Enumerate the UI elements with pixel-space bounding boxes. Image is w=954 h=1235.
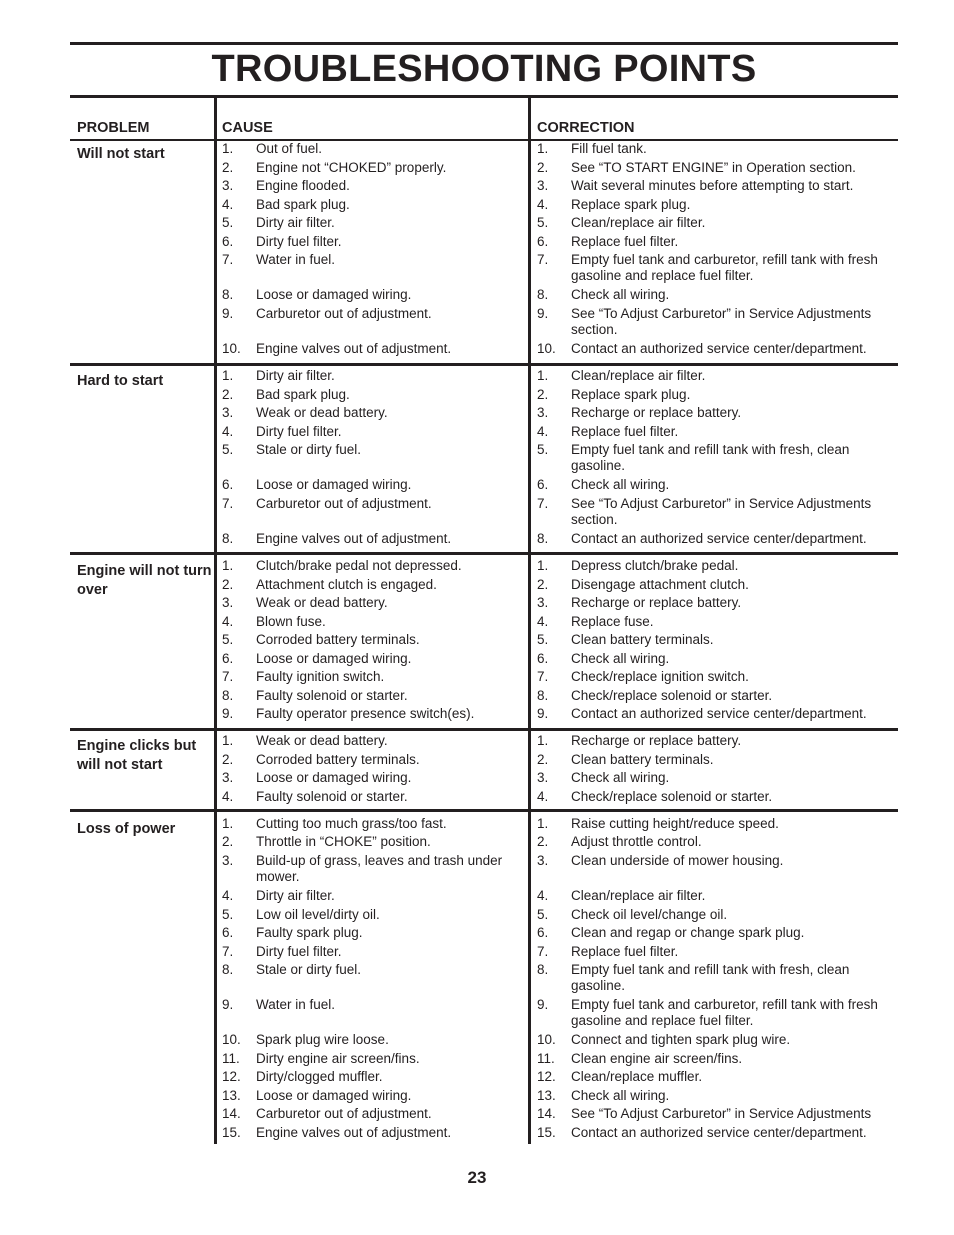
- item-text: See “To Adjust Carburetor” in Service Adjustments section.: [571, 306, 872, 337]
- item-text: Replace fuel filter.: [571, 944, 679, 959]
- item-number: 9.: [222, 306, 234, 321]
- item-number: 4.: [222, 789, 234, 804]
- item-text: Empty fuel tank and carburetor, refill tank with fresh gasoline and replace fuel filter.: [571, 252, 878, 283]
- item-number: 8.: [222, 531, 234, 546]
- item-number: 7.: [222, 496, 234, 511]
- item-number: 2.: [537, 752, 549, 767]
- item-text: Build-up of grass, leaves and trash under mower.: [256, 853, 503, 884]
- item-text: Faulty solenoid or starter.: [256, 688, 408, 703]
- item-number: 10.: [537, 341, 556, 356]
- item-number: 8.: [537, 688, 549, 703]
- top-rule: [70, 42, 898, 45]
- item-number: 12.: [222, 1069, 241, 1084]
- item-text: Clean battery terminals.: [571, 752, 714, 767]
- item-number: 1.: [537, 141, 549, 156]
- item-number: 5.: [222, 442, 234, 457]
- item-number: 13.: [537, 1088, 556, 1103]
- item-number: 1.: [222, 558, 234, 573]
- item-number: 1.: [222, 816, 234, 831]
- item-number: 10.: [222, 1032, 241, 1047]
- item-text: Carburetor out of adjustment.: [256, 306, 432, 321]
- item-number: 11.: [537, 1051, 555, 1066]
- item-text: Spark plug wire loose.: [256, 1032, 389, 1047]
- item-number: 15.: [222, 1125, 241, 1140]
- item-text: Faulty operator presence switch(es).: [256, 706, 475, 721]
- item-number: 1.: [222, 368, 234, 383]
- item-text: Carburetor out of adjustment.: [256, 1106, 432, 1121]
- item-number: 9.: [537, 997, 549, 1012]
- item-text: Faulty spark plug.: [256, 925, 363, 940]
- item-text: Clean/replace air filter.: [571, 888, 706, 903]
- item-number: 2.: [537, 834, 549, 849]
- item-text: Stale or dirty fuel.: [256, 962, 362, 977]
- item-text: Loose or damaged wiring.: [256, 651, 412, 666]
- item-text: Weak or dead battery.: [256, 405, 388, 420]
- item-text: Replace fuel filter.: [571, 234, 679, 249]
- item-text: Engine valves out of adjustment.: [256, 531, 452, 546]
- item-number: 5.: [537, 907, 549, 922]
- item-number: 3.: [537, 770, 549, 785]
- item-text: See “TO START ENGINE” in Operation section.: [571, 160, 856, 175]
- item-text: Faulty ignition switch.: [256, 669, 385, 684]
- item-text: Carburetor out of adjustment.: [256, 496, 432, 511]
- problem-label: Engine will not turn over: [77, 563, 212, 598]
- item-number: 10.: [222, 341, 241, 356]
- item-number: 8.: [222, 287, 234, 302]
- item-text: Throttle in “CHOKE” position.: [256, 834, 431, 849]
- item-text: Clean underside of mower housing.: [571, 853, 784, 868]
- item-text: Loose or damaged wiring.: [256, 770, 412, 785]
- item-number: 1.: [222, 141, 234, 156]
- item-text: Connect and tighten spark plug wire.: [571, 1032, 791, 1047]
- section-rule: [70, 728, 898, 731]
- item-number: 10.: [537, 1032, 556, 1047]
- item-text: Faulty solenoid or starter.: [256, 789, 408, 804]
- item-text: Replace fuse.: [571, 614, 654, 629]
- item-text: Clutch/brake pedal not depressed.: [256, 558, 462, 573]
- item-number: 8.: [537, 962, 549, 977]
- item-text: Clean/replace air filter.: [571, 368, 706, 383]
- item-number: 8.: [222, 962, 234, 977]
- item-text: Fill fuel tank.: [571, 141, 647, 156]
- item-number: 6.: [222, 234, 234, 249]
- item-number: 4.: [222, 888, 234, 903]
- item-text: Clean engine air screen/fins.: [571, 1051, 743, 1066]
- item-text: See “To Adjust Carburetor” in Service Adjustments section.: [571, 496, 872, 527]
- item-number: 14.: [537, 1106, 556, 1121]
- item-text: Dirty fuel filter.: [256, 944, 342, 959]
- item-number: 5.: [222, 907, 234, 922]
- item-text: Dirty fuel filter.: [256, 424, 342, 439]
- item-number: 1.: [537, 368, 549, 383]
- item-text: Raise cutting height/reduce speed.: [571, 816, 779, 831]
- item-number: 7.: [537, 496, 549, 511]
- item-number: 12.: [537, 1069, 556, 1084]
- page-number: 23: [467, 1168, 487, 1187]
- title-rule: [70, 95, 898, 98]
- item-text: Blown fuse.: [256, 614, 326, 629]
- item-text: Weak or dead battery.: [256, 733, 388, 748]
- item-number: 3.: [222, 405, 234, 420]
- item-text: Engine not “CHOKED” properly.: [256, 160, 447, 175]
- item-text: Adjust throttle control.: [571, 834, 702, 849]
- item-text: Corroded battery terminals.: [256, 752, 420, 767]
- item-number: 5.: [222, 215, 234, 230]
- item-text: Contact an authorized service center/department.: [571, 1125, 867, 1140]
- item-text: Contact an authorized service center/department.: [571, 341, 867, 356]
- item-number: 13.: [222, 1088, 241, 1103]
- item-number: 4.: [537, 614, 549, 629]
- item-text: Loose or damaged wiring.: [256, 477, 412, 492]
- item-number: 3.: [222, 595, 234, 610]
- item-number: 3.: [537, 853, 549, 868]
- item-text: Stale or dirty fuel.: [256, 442, 362, 457]
- item-text: Recharge or replace battery.: [571, 733, 742, 748]
- item-text: Bad spark plug.: [256, 197, 350, 212]
- item-number: 8.: [537, 287, 549, 302]
- item-number: 5.: [537, 442, 549, 457]
- item-text: Check all wiring.: [571, 477, 670, 492]
- item-number: 6.: [222, 651, 234, 666]
- item-text: Corroded battery terminals.: [256, 632, 420, 647]
- item-number: 3.: [222, 853, 234, 868]
- item-text: Engine valves out of adjustment.: [256, 341, 452, 356]
- item-text: Check all wiring.: [571, 770, 670, 785]
- item-number: 5.: [537, 632, 549, 647]
- item-number: 7.: [222, 669, 234, 684]
- item-number: 9.: [537, 306, 549, 321]
- item-number: 9.: [222, 997, 234, 1012]
- item-text: Loose or damaged wiring.: [256, 287, 412, 302]
- item-text: Cutting too much grass/too fast.: [256, 816, 447, 831]
- item-number: 7.: [537, 252, 549, 267]
- item-text: Water in fuel.: [256, 997, 336, 1012]
- problem-label: Will not start: [77, 146, 165, 162]
- item-text: Clean/replace muffler.: [571, 1069, 703, 1084]
- item-number: 3.: [222, 770, 234, 785]
- section-rule: [70, 363, 898, 366]
- page-title: TROUBLESHOOTING POINTS: [211, 48, 757, 90]
- problem-label: Hard to start: [77, 373, 164, 389]
- item-text: Dirty air filter.: [256, 368, 335, 383]
- item-text: Wait several minutes before attempting to start.: [571, 178, 854, 193]
- item-text: Depress clutch/brake pedal.: [571, 558, 739, 573]
- item-text: Check all wiring.: [571, 1088, 670, 1103]
- item-text: Replace spark plug.: [571, 387, 691, 402]
- item-text: Loose or damaged wiring.: [256, 1088, 412, 1103]
- item-number: 3.: [537, 595, 549, 610]
- item-text: Water in fuel.: [256, 252, 336, 267]
- item-text: Clean battery terminals.: [571, 632, 714, 647]
- item-number: 4.: [537, 424, 549, 439]
- section-rule: [70, 552, 898, 555]
- item-text: Weak or dead battery.: [256, 595, 388, 610]
- item-number: 7.: [537, 669, 549, 684]
- item-number: 3.: [537, 178, 549, 193]
- item-text: Engine valves out of adjustment.: [256, 1125, 452, 1140]
- item-number: 2.: [222, 577, 234, 592]
- item-number: 4.: [222, 614, 234, 629]
- item-number: 4.: [222, 197, 234, 212]
- item-number: 4.: [222, 424, 234, 439]
- item-text: Recharge or replace battery.: [571, 405, 742, 420]
- item-number: 1.: [537, 733, 549, 748]
- item-text: Dirty fuel filter.: [256, 234, 342, 249]
- item-number: 5.: [222, 632, 234, 647]
- item-text: Out of fuel.: [256, 141, 323, 156]
- header-correction: CORRECTION: [537, 120, 635, 136]
- item-text: Engine flooded.: [256, 178, 350, 193]
- item-number: 9.: [537, 706, 549, 721]
- item-number: 2.: [222, 834, 234, 849]
- item-text: Attachment clutch is engaged.: [256, 577, 437, 592]
- item-number: 4.: [537, 197, 549, 212]
- item-text: Bad spark plug.: [256, 387, 350, 402]
- item-text: Check/replace solenoid or starter.: [571, 688, 773, 703]
- item-text: Disengage attachment clutch.: [571, 577, 749, 592]
- item-text: Dirty air filter.: [256, 215, 335, 230]
- item-number: 6.: [537, 651, 549, 666]
- section-rule: [70, 809, 898, 812]
- problem-label: Engine clicks but will not start: [77, 738, 197, 773]
- problem-label: Loss of power: [77, 821, 176, 837]
- item-number: 4.: [537, 789, 549, 804]
- item-number: 7.: [222, 944, 234, 959]
- item-text: Check oil level/change oil.: [571, 907, 728, 922]
- item-text: Low oil level/dirty oil.: [256, 907, 380, 922]
- column-divider-cause: [214, 97, 217, 1144]
- item-text: Check all wiring.: [571, 651, 670, 666]
- item-number: 6.: [222, 925, 234, 940]
- item-text: Replace fuel filter.: [571, 424, 679, 439]
- item-text: See “To Adjust Carburetor” in Service Adjustments: [571, 1106, 872, 1121]
- item-text: Dirty engine air screen/fins.: [256, 1051, 420, 1066]
- item-text: Recharge or replace battery.: [571, 595, 742, 610]
- item-number: 2.: [537, 387, 549, 402]
- item-number: 2.: [222, 387, 234, 402]
- item-number: 9.: [222, 706, 234, 721]
- item-number: 11.: [222, 1051, 240, 1066]
- item-number: 6.: [537, 234, 549, 249]
- item-number: 1.: [222, 733, 234, 748]
- item-text: Check/replace ignition switch.: [571, 669, 749, 684]
- item-number: 8.: [222, 688, 234, 703]
- item-text: Empty fuel tank and carburetor, refill tank with fresh gasoline and replace fuel filter.: [571, 997, 878, 1028]
- item-number: 3.: [222, 178, 234, 193]
- item-number: 6.: [537, 477, 549, 492]
- item-text: Dirty air filter.: [256, 888, 335, 903]
- item-number: 7.: [222, 252, 234, 267]
- column-divider-correction: [528, 97, 531, 1144]
- item-number: 2.: [537, 577, 549, 592]
- item-text: Clean/replace air filter.: [571, 215, 706, 230]
- item-number: 5.: [537, 215, 549, 230]
- item-number: 2.: [537, 160, 549, 175]
- item-number: 4.: [537, 888, 549, 903]
- item-text: Empty fuel tank and refill tank with fresh, clean gasoline.: [571, 962, 850, 993]
- item-number: 15.: [537, 1125, 556, 1140]
- item-text: Contact an authorized service center/department.: [571, 531, 867, 546]
- item-number: 7.: [537, 944, 549, 959]
- item-number: 1.: [537, 816, 549, 831]
- item-text: Check all wiring.: [571, 287, 670, 302]
- header-problem: PROBLEM: [77, 120, 150, 136]
- item-number: 2.: [222, 752, 234, 767]
- item-text: Dirty/clogged muffler.: [256, 1069, 383, 1084]
- item-number: 1.: [537, 558, 549, 573]
- item-text: Clean and regap or change spark plug.: [571, 925, 805, 940]
- item-text: Empty fuel tank and refill tank with fresh, clean gasoline.: [571, 442, 850, 473]
- item-number: 14.: [222, 1106, 241, 1121]
- item-number: 3.: [537, 405, 549, 420]
- item-number: 6.: [222, 477, 234, 492]
- item-text: Replace spark plug.: [571, 197, 691, 212]
- item-number: 2.: [222, 160, 234, 175]
- header-cause: CAUSE: [222, 120, 273, 136]
- item-number: 8.: [537, 531, 549, 546]
- item-text: Check/replace solenoid or starter.: [571, 789, 773, 804]
- item-number: 6.: [537, 925, 549, 940]
- item-text: Contact an authorized service center/department.: [571, 706, 867, 721]
